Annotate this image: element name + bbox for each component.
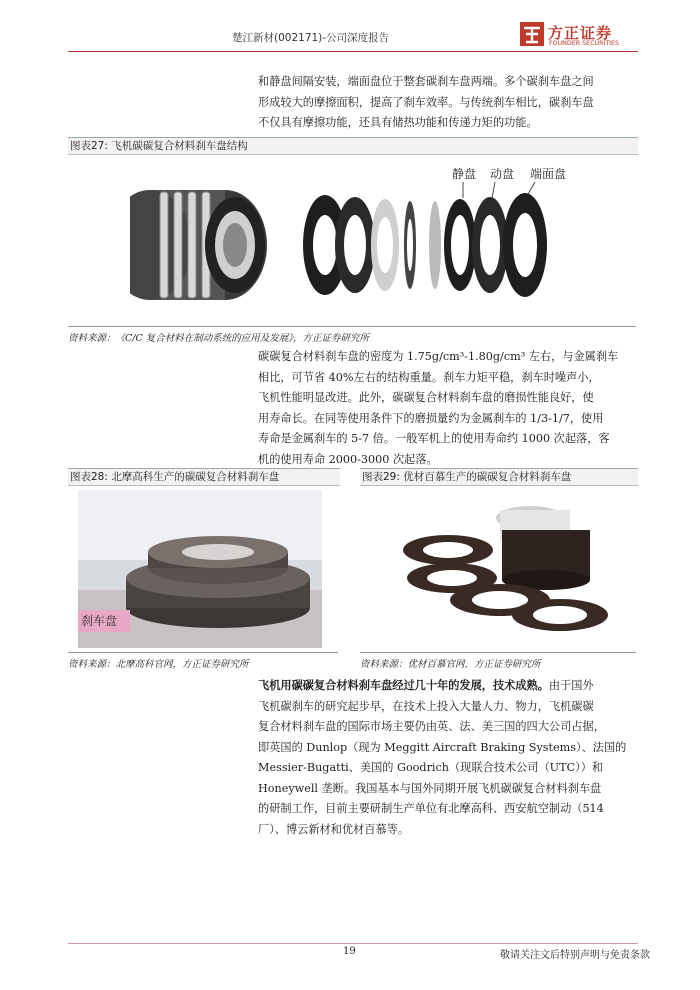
label-rotor-disc: 动盘 — [490, 167, 515, 181]
assembled-brake-icon — [130, 190, 267, 300]
fig27-image — [130, 160, 580, 325]
logo-cn: 方正证券 — [548, 24, 613, 42]
para-line: 飞机性能明显改进。此外，碳碳复合材料刹车盘的磨损性能良好，使 — [258, 391, 594, 404]
fig27-caption: 图表27: 飞机碳碳复合材料刹车盘结构 — [68, 137, 638, 155]
para-line: 机的使用寿命 2000-3000 次起落。 — [258, 452, 438, 466]
brake-stack-illustration — [130, 160, 580, 325]
fig29-photo — [390, 490, 620, 648]
fig27-source: 资料来源：《C/C 复合材料在制动系统的应用及发展》，方正证券研究所 — [68, 326, 636, 344]
para-line: 的研制工作，目前主要研制生产单位有北摩高科、西安航空制动（514 — [258, 802, 604, 815]
fig28-caption: 图表28: 北摩高科生产的碳碳复合材料刹车盘 — [68, 468, 340, 486]
fig29-source: 资料来源：优材百慕官网，方正证券研究所 — [360, 652, 636, 670]
para-line: 厂）、博云新材和优材百慕等。 — [258, 822, 410, 836]
para-line: 寿命是金属刹车的 5-7 倍。一般军机上的使用寿命约 1000 次起落，客 — [258, 432, 610, 445]
page-number: 19 — [343, 946, 356, 957]
brand-logo — [520, 22, 650, 50]
report-title: 楚江新材(002171)-公司深度报告 — [232, 32, 390, 44]
para-line: Messier-Bugatti、美国的 Goodrich（现联合技术公司（UTC））和 — [258, 761, 604, 774]
logo-mark-icon — [520, 22, 544, 46]
para-line: 不仅具有摩擦功能，还具有储热功能和传递力矩的功能。 — [258, 116, 538, 129]
para-line: 和静盘间隔安装，端面盘位于整套碳刹车盘两端。多个碳刹车盘之间 — [258, 75, 594, 88]
para-line-text: 由于国外 — [548, 679, 594, 692]
logo-en: FOUNDER SECURITIES — [549, 40, 619, 47]
photo-label: 刹车盘 — [81, 614, 118, 628]
label-end-disc: 端面盘 — [530, 167, 567, 181]
para-line: 碳碳复合材料刹车盘的密度为 1.75g/cm³-1.80g/cm³ 左右，与金属刹车 — [258, 350, 619, 363]
fig28-photo — [78, 490, 322, 648]
disclaimer-note: 敬请关注文后特别声明与免责条款 — [500, 950, 650, 961]
exploded-discs-icon — [303, 193, 547, 297]
para-line — [258, 675, 638, 697]
brake-discs-photo-icon — [390, 490, 620, 648]
para-line: 用寿命长。在同等使用条件下的磨损量约为金属刹车的 1/3-1/7，使用 — [258, 411, 604, 425]
para-line: 相比，可节省 40%左右的结构重量。刹车力矩平稳，刹车时噪声小， — [258, 370, 600, 384]
para-line: Honeywell 垄断。我国基本与国外同期开展飞机碳碳复合材料刹车盘 — [258, 781, 602, 795]
para-line: 即英国的 Dunlop（现为 Meggitt Aircraft Braking Systems）、法国的 — [258, 740, 627, 754]
para-top — [258, 72, 638, 134]
para-line: 形成较大的摩擦面积，提高了刹车效率。与传统刹车相比，碳刹车盘 — [258, 95, 594, 109]
footer-divider — [68, 943, 638, 944]
label-static-disc: 静盘 — [452, 167, 477, 181]
fig29-caption: 图表29: 优材百慕生产的碳碳复合材料刹车盘 — [360, 468, 638, 486]
para-mid — [258, 347, 638, 470]
para-bottom — [258, 675, 638, 840]
para-line: 复合材料刹车盘的国际市场主要仍由英、法、美三国的四大公司占据， — [258, 720, 605, 733]
fig28-source: 资料来源：北摩高科官网，方正证券研究所 — [68, 652, 338, 670]
header-divider — [68, 51, 638, 52]
para-line: 飞机碳刹车的研究起步早，在技术上投入大量人力、物力，飞机碳碳 — [258, 699, 594, 713]
para-lead: 飞机用碳碳复合材料刹车盘经过几十年的发展，技术成熟。 — [258, 678, 549, 692]
